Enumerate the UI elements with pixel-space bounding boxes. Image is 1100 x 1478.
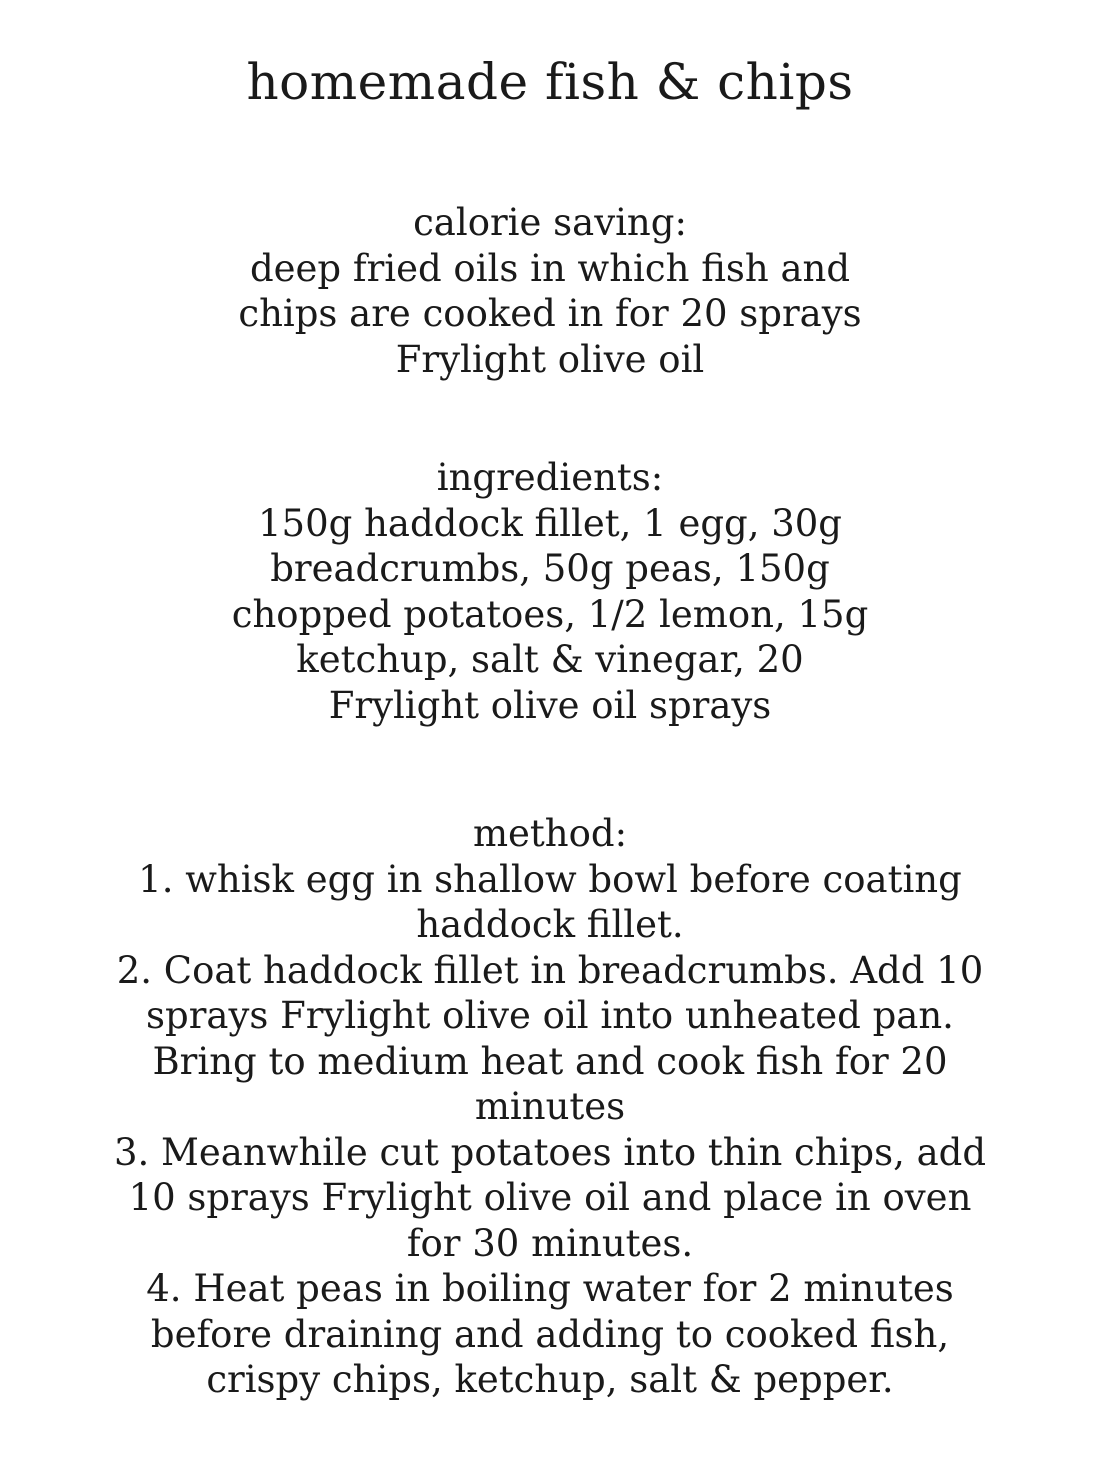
method-line: 3. Meanwhile cut potatoes into thin chips, add <box>113 1130 987 1174</box>
method-section <box>0 811 1100 1403</box>
ingredients-line: breadcrumbs, 50g peas, 150g <box>270 547 830 590</box>
method-line: before draining and adding to cooked fish, <box>150 1312 950 1356</box>
method-line: Bring to medium heat and cook fish for 20 <box>152 1039 948 1083</box>
method-line: for 30 minutes. <box>406 1221 694 1265</box>
calorie-saving-line: Frylight olive oil <box>395 337 705 381</box>
calorie-saving-heading: calorie saving: <box>413 201 687 244</box>
recipe-title: homemade fish & chips <box>246 53 854 111</box>
method-line: 2. Coat haddock fillet in breadcrumbs. Add 10 <box>116 948 984 992</box>
method-line: crispy chips, ketchup, salt & pepper. <box>206 1358 894 1401</box>
calorie-saving-section <box>0 200 1100 382</box>
method-line: 1. whisk egg in shallow bowl before coating <box>138 857 962 901</box>
calorie-saving-line: chips are cooked in for 20 sprays <box>238 292 862 335</box>
ingredients-line: 150g haddock fillet, 1 egg, 30g <box>258 501 842 545</box>
ingredients-line: chopped potatoes, 1/2 lemon, 15g <box>231 592 869 636</box>
ingredients-section <box>0 455 1100 728</box>
method-line: haddock fillet. <box>416 903 684 946</box>
ingredients-line: Frylight olive oil sprays <box>328 683 772 727</box>
ingredients-line: ketchup, salt & vinegar, 20 <box>296 638 804 681</box>
method-line: minutes <box>474 1085 626 1128</box>
method-line: 4. Heat peas in boiling water for 2 minutes <box>146 1267 954 1310</box>
method-line: sprays Frylight olive oil into unheated pan. <box>146 994 954 1037</box>
ingredients-heading: ingredients: <box>436 456 664 499</box>
calorie-saving-line: deep fried oils in which fish and <box>249 246 851 290</box>
method-line: 10 sprays Frylight olive oil and place in oven <box>128 1176 972 1219</box>
method-heading: method: <box>472 812 628 855</box>
